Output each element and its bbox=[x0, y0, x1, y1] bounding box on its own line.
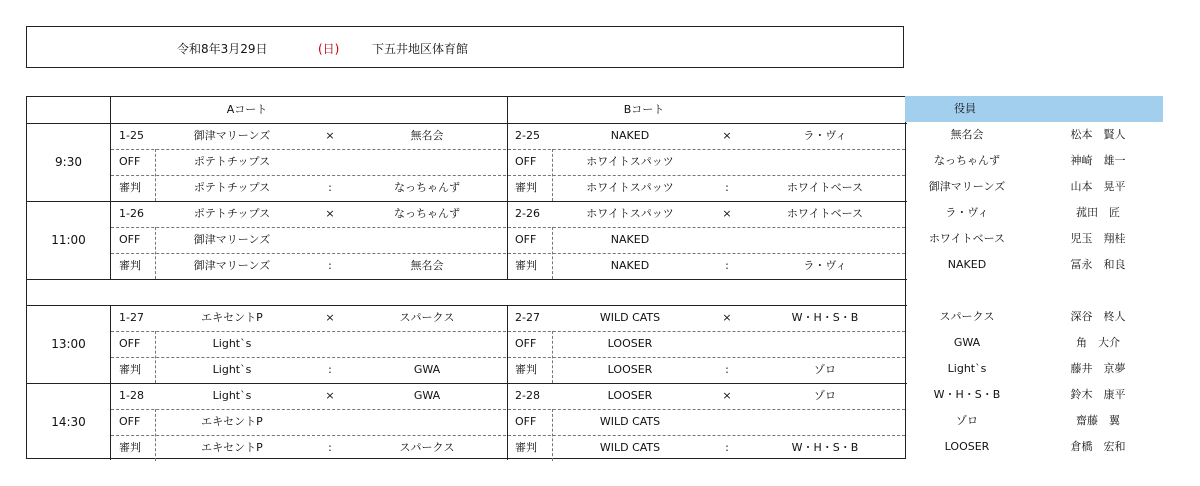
team-name: ホワイトスパッツ bbox=[586, 155, 674, 168]
official-team: W・H・S・B bbox=[933, 388, 1001, 401]
team-name: なっちゃんず bbox=[394, 207, 460, 220]
grid-line bbox=[27, 279, 907, 280]
row-divider bbox=[111, 149, 506, 150]
team-name: LOOSER bbox=[607, 363, 653, 376]
grid-line bbox=[27, 305, 907, 306]
court-b-header: Bコート bbox=[623, 103, 665, 116]
official-team: スパークス bbox=[939, 310, 995, 323]
team-name: ホワイトスパッツ bbox=[586, 181, 674, 194]
official-team: ホワイトベース bbox=[928, 232, 1006, 245]
label-divider bbox=[552, 227, 553, 279]
grid-line bbox=[110, 97, 111, 279]
team-name: W・H・S・B bbox=[791, 311, 859, 324]
label-divider bbox=[155, 149, 156, 201]
row-divider bbox=[508, 149, 905, 150]
official-name: 菰田 匠 bbox=[1076, 206, 1120, 219]
label-divider bbox=[155, 227, 156, 279]
match-code: 1-25 bbox=[119, 129, 144, 142]
official-name: 山本 晃平 bbox=[1070, 180, 1126, 193]
match-code: 審判 bbox=[515, 181, 537, 194]
row-divider bbox=[111, 331, 506, 332]
team-name: ホワイトスパッツ bbox=[586, 207, 674, 220]
team-name: LOOSER bbox=[607, 337, 653, 350]
team-name: Light`s bbox=[212, 337, 252, 350]
match-code: OFF bbox=[515, 337, 537, 350]
grid-line bbox=[27, 123, 907, 124]
match-code: 審判 bbox=[119, 259, 141, 272]
team-name: ポテトチップス bbox=[193, 155, 271, 168]
official-name: 児玉 翔桂 bbox=[1070, 232, 1126, 245]
team-name: ゾロ bbox=[814, 389, 836, 402]
team-name: エキセントP bbox=[201, 415, 263, 428]
team-name: ホワイトベース bbox=[786, 207, 864, 220]
versus-mark: : bbox=[725, 363, 729, 376]
team-name: 御津マリーンズ bbox=[193, 233, 271, 246]
match-code: OFF bbox=[119, 233, 141, 246]
team-name: 御津マリーンズ bbox=[193, 129, 271, 142]
official-team: なっちゃんず bbox=[934, 154, 1000, 167]
match-code: 審判 bbox=[515, 259, 537, 272]
team-name: スパークス bbox=[399, 441, 455, 454]
official-team: 無名会 bbox=[950, 128, 984, 141]
official-name: 角 大介 bbox=[1076, 336, 1120, 349]
match-code: 1-28 bbox=[119, 389, 144, 402]
team-name: ポテトチップス bbox=[193, 181, 271, 194]
official-team: NAKED bbox=[947, 258, 987, 271]
team-name: Light`s bbox=[212, 363, 252, 376]
versus-mark: : bbox=[328, 259, 332, 272]
row-divider bbox=[508, 357, 905, 358]
match-code: 審判 bbox=[119, 181, 141, 194]
official-name: 松本 賢人 bbox=[1070, 128, 1126, 141]
match-code: OFF bbox=[119, 337, 141, 350]
team-name: スパークス bbox=[399, 311, 455, 324]
match-code: 2-25 bbox=[515, 129, 540, 142]
versus-mark: × bbox=[722, 129, 732, 142]
team-name: エキセントP bbox=[201, 311, 263, 324]
official-team: Light`s bbox=[947, 362, 987, 375]
versus-mark: : bbox=[328, 441, 332, 454]
match-code: 審判 bbox=[515, 363, 537, 376]
versus-mark: × bbox=[722, 389, 732, 402]
versus-mark: × bbox=[325, 207, 335, 220]
team-name: GWA bbox=[413, 389, 441, 402]
event-venue: 下五井地区体育館 bbox=[372, 42, 469, 56]
row-divider bbox=[111, 253, 506, 254]
team-name: ラ・ヴィ bbox=[803, 259, 847, 272]
officials-header bbox=[905, 96, 1163, 122]
official-name: 冨永 和良 bbox=[1070, 258, 1126, 271]
official-team: ラ・ヴィ bbox=[945, 206, 989, 219]
match-code: OFF bbox=[119, 155, 141, 168]
row-divider bbox=[111, 227, 506, 228]
time-slot-label: 14:30 bbox=[51, 415, 86, 429]
officials-title: 役員 bbox=[954, 102, 976, 115]
team-name: NAKED bbox=[610, 233, 650, 246]
team-name: WILD CATS bbox=[599, 441, 661, 454]
versus-mark: × bbox=[722, 207, 732, 220]
time-slot-label: 9:30 bbox=[55, 155, 82, 169]
time-slot-label: 13:00 bbox=[51, 337, 86, 351]
label-divider bbox=[552, 149, 553, 201]
label-divider bbox=[552, 409, 553, 461]
versus-mark: : bbox=[725, 441, 729, 454]
team-name: ポテトチップス bbox=[193, 207, 271, 220]
label-divider bbox=[155, 409, 156, 461]
versus-mark: : bbox=[328, 181, 332, 194]
team-name: 無名会 bbox=[410, 259, 444, 272]
official-name: 神崎 雄一 bbox=[1070, 154, 1126, 167]
official-name: 深谷 柊人 bbox=[1070, 310, 1126, 323]
team-name: なっちゃんず bbox=[394, 181, 460, 194]
label-divider bbox=[155, 331, 156, 383]
match-code: OFF bbox=[515, 233, 537, 246]
row-divider bbox=[508, 227, 905, 228]
match-code: 1-27 bbox=[119, 311, 144, 324]
team-name: ホワイトベース bbox=[786, 181, 864, 194]
team-name: エキセントP bbox=[201, 441, 263, 454]
match-code: 1-26 bbox=[119, 207, 144, 220]
team-name: WILD CATS bbox=[599, 415, 661, 428]
match-code: OFF bbox=[515, 415, 537, 428]
team-name: WILD CATS bbox=[599, 311, 661, 324]
versus-mark: : bbox=[328, 363, 332, 376]
time-slot-label: 11:00 bbox=[51, 233, 86, 247]
row-divider bbox=[111, 409, 506, 410]
match-code: OFF bbox=[119, 415, 141, 428]
official-team: LOOSER bbox=[944, 440, 990, 453]
grid-line bbox=[27, 383, 907, 384]
court-a-header: Aコート bbox=[226, 103, 268, 116]
team-name: GWA bbox=[413, 363, 441, 376]
versus-mark: : bbox=[725, 181, 729, 194]
match-code: 審判 bbox=[515, 441, 537, 454]
versus-mark: × bbox=[325, 129, 335, 142]
official-name: 藤井 京夢 bbox=[1070, 362, 1126, 375]
match-code: OFF bbox=[515, 155, 537, 168]
team-name: 無名会 bbox=[410, 129, 444, 142]
label-divider bbox=[552, 331, 553, 383]
team-name: ラ・ヴィ bbox=[803, 129, 847, 142]
official-name: 齋藤 翼 bbox=[1076, 414, 1120, 427]
team-name: Light`s bbox=[212, 389, 252, 402]
team-name: ゾロ bbox=[814, 363, 836, 376]
team-name: 御津マリーンズ bbox=[193, 259, 271, 272]
official-name: 鈴木 康平 bbox=[1070, 388, 1126, 401]
versus-mark: : bbox=[725, 259, 729, 272]
schedule-table bbox=[26, 96, 906, 459]
event-date: 令和8年3月29日 bbox=[177, 42, 268, 56]
match-code: 2-28 bbox=[515, 389, 540, 402]
official-team: GWA bbox=[953, 336, 981, 349]
match-code: 審判 bbox=[119, 363, 141, 376]
versus-mark: × bbox=[722, 311, 732, 324]
versus-mark: × bbox=[325, 389, 335, 402]
grid-line bbox=[507, 97, 508, 279]
date-venue-box bbox=[26, 26, 904, 68]
match-code: 審判 bbox=[119, 441, 141, 454]
official-team: ゾロ bbox=[956, 414, 978, 427]
official-team: 御津マリーンズ bbox=[928, 180, 1006, 193]
team-name: LOOSER bbox=[607, 389, 653, 402]
row-divider bbox=[508, 409, 905, 410]
match-code: 2-27 bbox=[515, 311, 540, 324]
team-name: W・H・S・B bbox=[791, 441, 859, 454]
official-name: 倉橋 宏和 bbox=[1070, 440, 1126, 453]
row-divider bbox=[111, 357, 506, 358]
versus-mark: × bbox=[325, 311, 335, 324]
grid-line bbox=[27, 201, 907, 202]
match-code: 2-26 bbox=[515, 207, 540, 220]
team-name: NAKED bbox=[610, 129, 650, 142]
row-divider bbox=[508, 331, 905, 332]
event-weekday: (日) bbox=[318, 42, 340, 56]
team-name: NAKED bbox=[610, 259, 650, 272]
